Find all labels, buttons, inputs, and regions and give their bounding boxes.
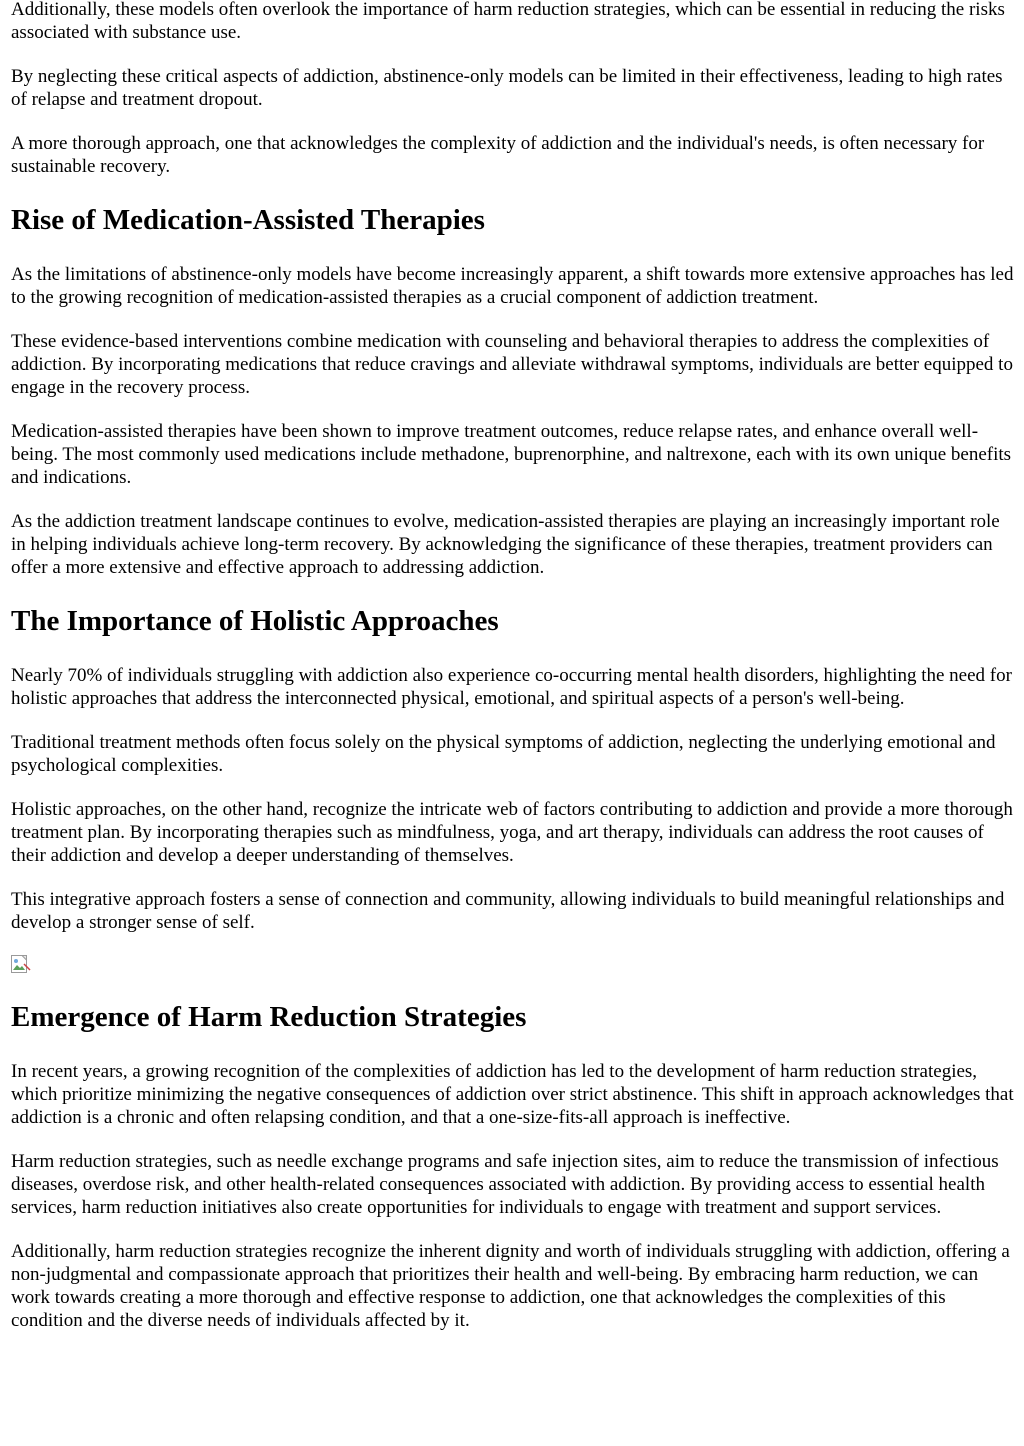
section-heading-holistic: The Importance of Holistic Approaches [11, 605, 499, 637]
section-heading-medication-assisted: Rise of Medication-Assisted Therapies [11, 204, 485, 236]
paragraph: Medication-assisted therapies have been shown to improve treatment outcomes, reduce relapse rates, and enhance overall well-being. The most commonly used medications include methadone, buprenorphine, and naltrexone, each with its own unique benefits and indications. [11, 421, 1012, 488]
paragraph: Holistic approaches, on the other hand, recognize the intricate web of factors contributing to addiction and provide a more thorough treatment plan. By incorporating therapies such as mindfulness, yoga, and art therapy, individuals can address the root causes of their addiction and develop a deeper understanding of themselves. [11, 799, 1013, 866]
paragraph: Traditional treatment methods often focus solely on the physical symptoms of addiction, neglecting the underlying emotional and psychological complexities. [11, 732, 996, 776]
paragraph: As the limitations of abstinence-only models have become increasingly apparent, a shift towards more extensive approaches has led to the growing recognition of medication-assisted therapies as a crucial component of addiction treatment. [11, 264, 1014, 308]
paragraph: A more thorough approach, one that acknowledges the complexity of addiction and the individual's needs, is often necessary for sustainable recovery. [11, 133, 985, 177]
paragraph: Additionally, harm reduction strategies recognize the inherent dignity and worth of individuals struggling with addiction, offering a non-judgmental and compassionate approach that prioritizes their health and well-being. By embracing harm reduction, we can work towards creating a more thorough and effective response to addiction, one that acknowledges the complexities of this condition and the diverse needs of individuals affected by it. [11, 1241, 1010, 1331]
paragraph: By neglecting these critical aspects of addiction, abstinence-only models can be limited in their effectiveness, leading to high rates of relapse and treatment dropout. [11, 66, 1003, 110]
broken-image-icon [11, 955, 31, 975]
paragraph: Harm reduction strategies, such as needle exchange programs and safe injection sites, aim to reduce the transmission of infectious diseases, overdose risk, and other health-related consequences associated with addiction. By providing access to essential health services, harm reduction initiatives also create opportunities for individuals to engage with treatment and support services. [11, 1151, 999, 1218]
section-heading-harm-reduction: Emergence of Harm Reduction Strategies [11, 1001, 527, 1033]
paragraph: These evidence-based interventions combine medication with counseling and behavioral therapies to address the complexities of addiction. By incorporating medications that reduce cravings and alleviate withdrawal symptoms, individuals are better equipped to engage in the recovery process. [11, 331, 1013, 398]
paragraph: In recent years, a growing recognition of the complexities of addiction has led to the development of harm reduction strategies, which prioritize minimizing the negative consequences of addiction over strict abstinence. This shift in approach acknowledges that addiction is a chronic and often relapsing condition, and that a one-size-fits-all approach is ineffective. [11, 1061, 1014, 1128]
paragraph: Additionally, these models often overlook the importance of harm reduction strategies, which can be essential in reducing the risks associated with substance use. [11, 0, 1005, 43]
paragraph: As the addiction treatment landscape continues to evolve, medication-assisted therapies are playing an increasingly important role in helping individuals achieve long-term recovery. By acknowledging the significance of these therapies, treatment providers can offer a more extensive and effective approach to addressing addiction. [11, 511, 1000, 578]
paragraph: Nearly 70% of individuals struggling with addiction also experience co-occurring mental health disorders, highlighting the need for holistic approaches that address the interconnected physical, emotional, and spiritual aspects of a person's well-being. [11, 665, 1012, 709]
paragraph: This integrative approach fosters a sense of connection and community, allowing individuals to build meaningful relationships and develop a stronger sense of self. [11, 889, 1005, 933]
